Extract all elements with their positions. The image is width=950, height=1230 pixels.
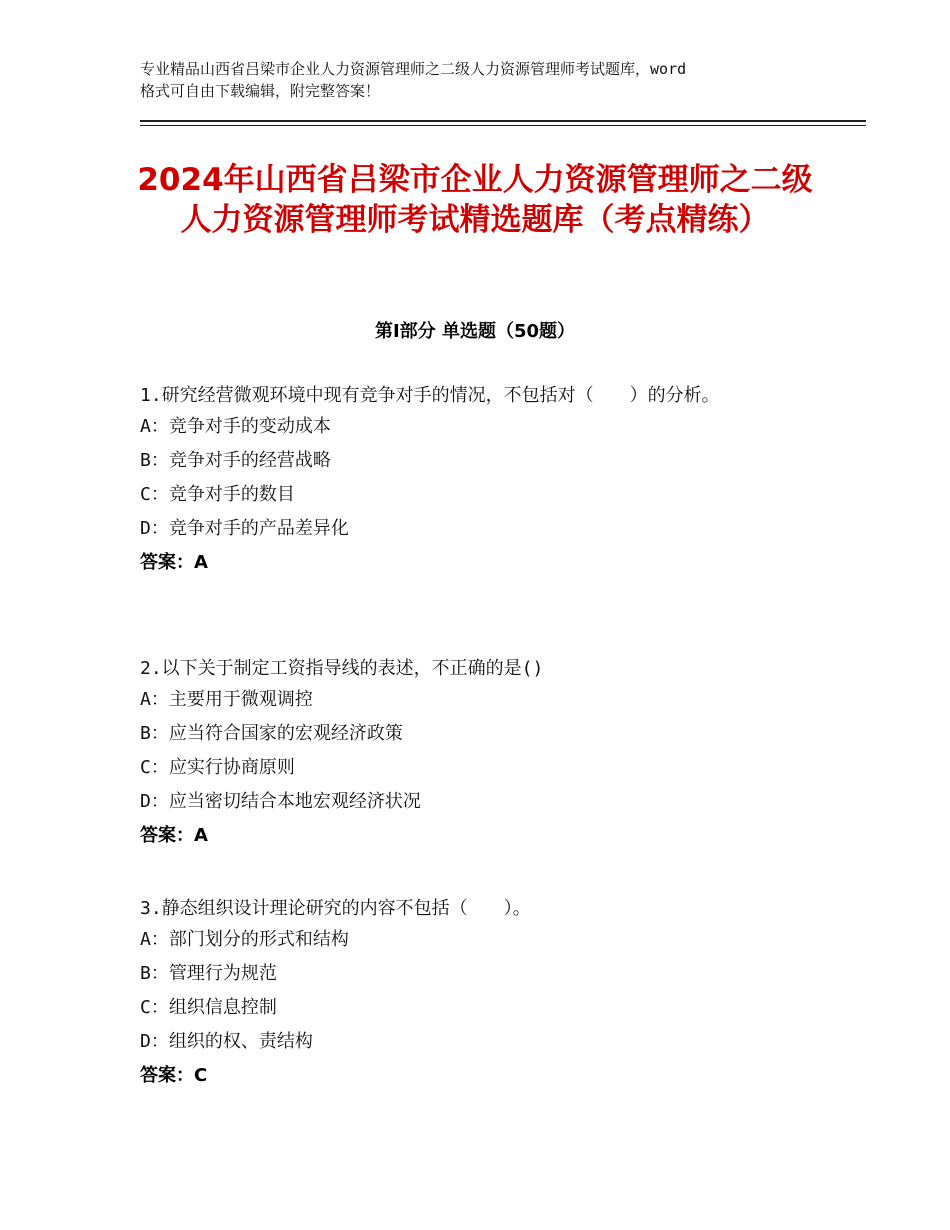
question-stem: 3.静态组织设计理论研究的内容不包括（ ）。 — [140, 898, 531, 919]
section-title: 第Ⅰ部分 单选题（50题） — [374, 321, 575, 342]
option-c: C：应实行协商原则 — [140, 757, 295, 778]
option-c: C：组织信息控制 — [140, 997, 277, 1018]
option-a: A：主要用于微观调控 — [140, 689, 313, 710]
header-note-line-2: 格式可自由下载编辑，附完整答案！ — [140, 82, 381, 100]
option-b: B：应当符合国家的宏观经济政策 — [140, 723, 403, 744]
header-note — [140, 58, 830, 102]
question-block — [140, 381, 830, 575]
option-b: B：竞争对手的经营战略 — [140, 450, 331, 471]
question-stem: 1.研究经营微观环境中现有竞争对手的情况，不包括对（ ）的分析。 — [140, 385, 720, 406]
option-a: A：竞争对手的变动成本 — [140, 416, 331, 437]
question-block — [140, 894, 830, 1088]
header-divider-thick — [140, 120, 866, 122]
option-d: D：应当密切结合本地宏观经济状况 — [140, 791, 421, 812]
header-note-line-1: 专业精品山西省吕梁市企业人力资源管理师之二级人力资源管理师考试题库，word — [140, 60, 687, 78]
answer: 答案：C — [140, 1065, 208, 1086]
option-d: D：竞争对手的产品差异化 — [140, 518, 349, 539]
option-d: D：组织的权、责结构 — [140, 1031, 313, 1052]
option-a: A：部门划分的形式和结构 — [140, 929, 349, 950]
answer: 答案：A — [140, 825, 208, 846]
header-divider-thin — [140, 125, 866, 126]
answer: 答案：A — [140, 552, 208, 573]
option-c: C：竞争对手的数目 — [140, 484, 295, 505]
option-b: B：管理行为规范 — [140, 963, 277, 984]
question-stem: 2.以下关于制定工资指导线的表述，不正确的是() — [140, 658, 544, 679]
question-block — [140, 654, 830, 848]
document-title: 2024年山西省吕梁市企业人力资源管理师之二级人力资源管理师考试精选题库（考点精练） — [137, 162, 813, 238]
